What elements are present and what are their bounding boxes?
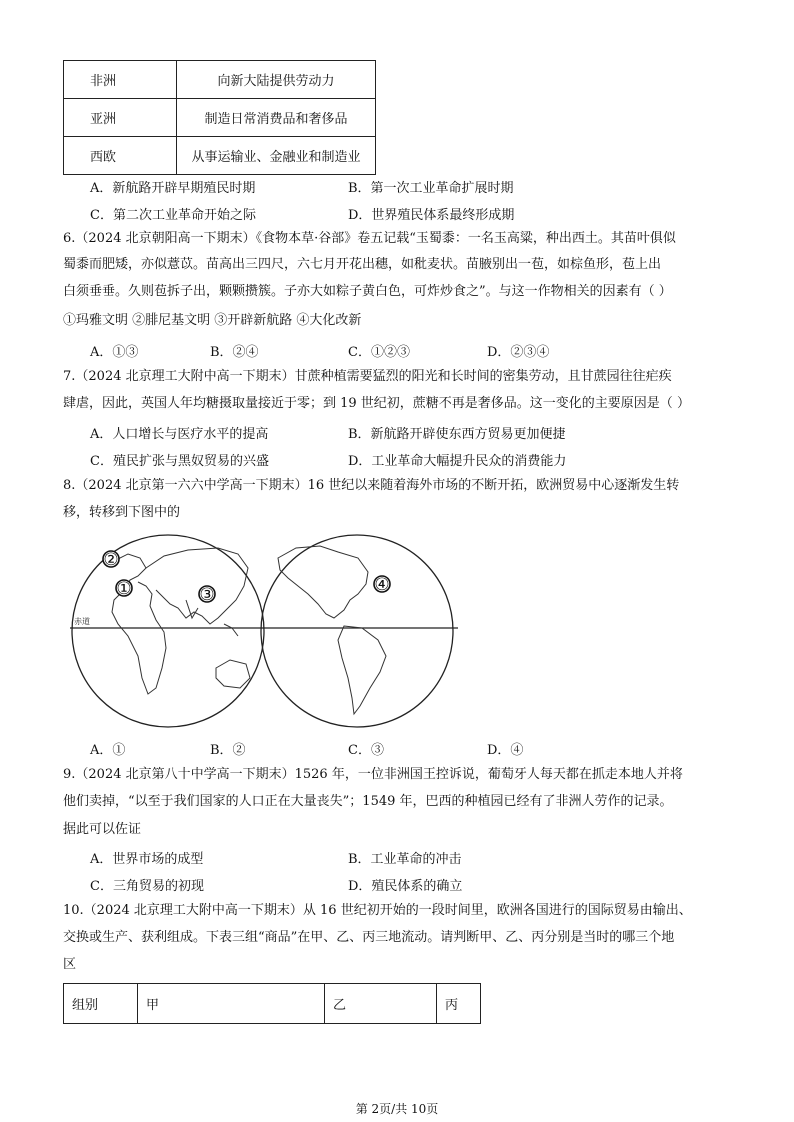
australia-outline	[216, 660, 250, 688]
q9-option-b: B．工业革命的冲击	[348, 852, 462, 867]
q7-option-a: A．人口增长与医疗水平的提高	[90, 427, 269, 442]
q10-line-2: 交换或生产、获利组成。下表三组“商品”在甲、乙、丙三地流动。请判断甲、乙、丙分别是当时的哪三个地	[63, 930, 675, 945]
q5-option-c: C．第二次工业革命开始之际	[90, 208, 256, 223]
table-cell-region: 亚洲	[64, 99, 177, 137]
africa-europe-outline	[112, 554, 166, 694]
table-header-jia: 甲	[138, 984, 325, 1024]
q5-option-d: D．世界殖民体系最终形成期	[348, 208, 515, 223]
q7-line-1: 7.（2024 北京理工大附中高一下期末）甘蔗种植需要猛烈的阳光和长时间的密集劳动，且甘蔗园往往疟疾	[63, 369, 672, 384]
sea-islands-outline	[224, 624, 238, 636]
table-header-yi: 乙	[325, 984, 437, 1024]
table-cell-role: 向新大陆提供劳动力	[177, 61, 376, 99]
q7-option-c: C．殖民扩张与黑奴贸易的兴盛	[90, 454, 269, 469]
q6-line-3: 白须垂垂。久则苞拆子出，颗颗攒簇。子亦大如粽子黄白色，可炸炒食之”。与这一作物相关的因素有（ ）	[63, 284, 672, 299]
q8-line-1: 8.（2024 北京第一六六中学高一下期末）16 世纪以来随着海外市场的不断开拓，欧洲贸易中心逐渐发生转	[63, 478, 680, 493]
world-map-figure	[68, 528, 460, 734]
table-cell-region: 西欧	[64, 137, 177, 175]
india-outline	[186, 600, 198, 618]
q9-option-a: A．世界市场的成型	[90, 852, 204, 867]
q9-line-1: 9.（2024 北京第八十中学高一下期末）1526 年，一位非洲国王控诉说，葡萄牙人每天都在抓走本地人并将	[63, 767, 683, 782]
north-america-outline	[278, 546, 368, 618]
goods-flow-table	[63, 983, 481, 1024]
region-role-table	[63, 60, 376, 175]
equator-label: 赤道	[74, 617, 90, 626]
q5-option-b: B．第一次工业革命扩展时期	[348, 181, 514, 196]
q6-option-d: D．②③④	[487, 345, 550, 360]
marker-4-label: ④	[374, 575, 390, 595]
marker-1-label: ①	[116, 579, 132, 599]
q7-line-2: 肆虐，因此，英国人年均糖摄取量接近于零；到 19 世纪初，蔗糖不再是奢侈品。这一变化的主要原因是（ ）	[63, 396, 690, 411]
q8-option-a: A．①	[90, 743, 126, 758]
q8-option-d: D．④	[487, 743, 524, 758]
q10-line-1: 10.（2024 北京理工大附中高一下期末）从 16 世纪初开始的一段时间里，欧洲各国进行的国际贸易由输出、	[63, 903, 692, 918]
q6-line-4: ①玛雅文明 ②腓尼基文明 ③开辟新航路 ④大化改新	[63, 313, 362, 328]
table-cell-role: 从事运输业、金融业和制造业	[177, 137, 376, 175]
table-row	[64, 99, 376, 137]
table-row	[64, 61, 376, 99]
q9-line-2: 他们卖掉，“以至于我们国家的人口正在大量丧失”；1549 年，巴西的种植园已经有了非洲人劳作的记录。	[63, 794, 673, 809]
q9-option-c: C．三角贸易的初现	[90, 879, 204, 894]
q10-line-3: 区	[63, 957, 77, 972]
marker-3-label: ③	[199, 585, 215, 605]
table-row	[64, 137, 376, 175]
q6-line-2: 蜀黍而肥矮，亦似薏苡。苗高出三四尺，六七月开花出穗，如秕麦状。苗腋别出一苞，如棕鱼形，苞上出	[63, 257, 662, 272]
q9-line-3: 据此可以佐证	[63, 822, 142, 837]
q6-option-a: A．①③	[90, 345, 139, 360]
q7-option-b: B．新航路开辟使东西方贸易更加便捷	[348, 427, 566, 442]
q5-option-a: A．新航路开辟早期殖民时期	[90, 181, 256, 196]
q8-option-c: C．③	[348, 743, 384, 758]
q8-option-b: B．②	[210, 743, 246, 758]
table-header-row	[64, 984, 481, 1024]
q9-option-d: D．殖民体系的确立	[348, 879, 463, 894]
table-header-bing: 丙	[437, 984, 481, 1024]
q6-line-1: 6.（2024 北京朝阳高一下期末）《食物本草·谷部》卷五记载“玉蜀黍：一名玉高粱，种出西土。其苗叶俱似	[63, 231, 676, 246]
marker-2-label: ②	[103, 550, 119, 570]
table-cell-role: 制造日常消费品和奢侈品	[177, 99, 376, 137]
page-footer: 第 2页/共 10页	[355, 1102, 439, 1116]
hemisphere-right	[261, 535, 453, 727]
q7-option-d: D．工业革命大幅提升民众的消费能力	[348, 454, 567, 469]
q8-line-2: 移，转移到下图中的	[63, 505, 181, 520]
south-america-outline	[338, 626, 386, 714]
table-header-group: 组别	[64, 984, 138, 1024]
hemisphere-left	[72, 535, 264, 727]
q6-option-b: B．②④	[210, 345, 259, 360]
q6-option-c: C．①②③	[348, 345, 410, 360]
table-cell-region: 非洲	[64, 61, 177, 99]
